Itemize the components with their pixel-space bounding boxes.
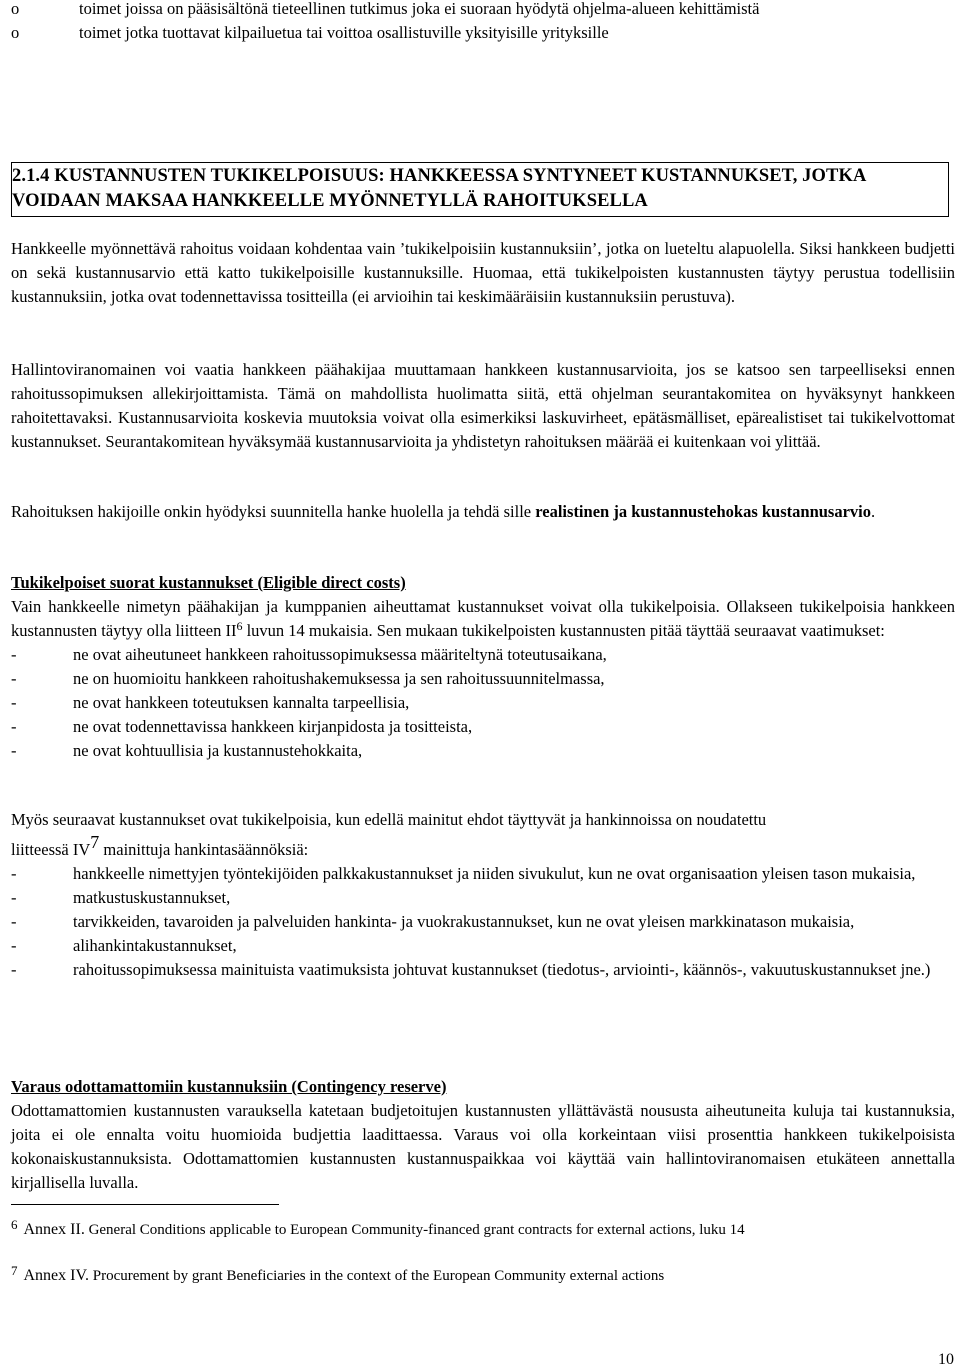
- top-bullet-list: [11, 0, 941, 45]
- list-item: - tarvikkeiden, tavaroiden ja palveluiden hankinta- ja vuokrakustannukset, kun ne ovat yleisen markkinatason mukaisia,: [11, 912, 855, 931]
- bullet-marker: o: [11, 0, 20, 18]
- paragraph-advice: Rahoituksen hakijoille onkin hyödyksi suunnitella hanke huolella ja tehdä sille realistinen ja kustannustehokas kustannusarvio.: [11, 502, 876, 521]
- also-eligible-line2: liitteessä IV7 mainittuja hankintasäännöksiä:: [11, 832, 309, 859]
- footnote-divider: [11, 1204, 279, 1205]
- paragraph-managing-authority: Hallintoviranomainen voi vaatia hankkeen päähakijaa muuttamaan hankkeen kustannusarvioita, jos se katsoo sen tarpeelliseksi ennen rahoitussopimuksen allekirjoittamista. Tämä on mahdollista huolimatta siitä, että ohjelman seurantakomitea on hyväksynyt hankkeen rahoitettavaksi. Kustannusarvioita koskevia muutoksia voivat olla esimerkiksi laskuvirheet, epätäsmälliset, epärealistiset tai tukikelvottomat kustannukset. Seurantakomitean hyväksymää kustannusarvioita ja yhdistetyn rahoituksen määrää ei kuitenkaan voi ylittää.: [11, 360, 955, 451]
- footnote-7: 7 Annex IV. Procurement by grant Beneficiaries in the context of the European Community external actions: [11, 1263, 665, 1284]
- list-item: - ne ovat todennettavissa hankkeen kirjanpidosta ja tositteista,: [11, 717, 473, 736]
- list-item: o toimet joissa on pääsisältönä tieteellinen tutkimus joka ei suoraan hyödytä ohjelma-alueen kehittämistä: [11, 0, 941, 21]
- footnote-ref-7: 7: [90, 832, 100, 852]
- bullet-marker: o: [11, 23, 20, 42]
- subheading-contingency: Varaus odottamattomiin kustannuksiin (Contingency reserve): [11, 1077, 447, 1096]
- page-number: 10: [938, 1351, 954, 1368]
- list-item: - rahoitussopimuksessa mainituista vaatimuksista johtuvat kustannukset (tiedotus-, arviointi-, käännös-, vakuutuskustannukset jne.): [11, 960, 931, 979]
- eligible-requirements-list: [11, 643, 955, 763]
- eligible-direct-costs-section: [11, 571, 955, 763]
- also-eligible-section: [11, 808, 955, 982]
- list-item: - alihankintakustannukset,: [11, 936, 237, 955]
- list-item: - hankkeelle nimettyjen työntekijöiden palkkakustannukset ja niiden sivukulut, kun ne ovat organisaation yleisen tason mukaisia,: [11, 864, 916, 883]
- eligible-intro: Vain hankkeelle nimetyn päähakijan ja kumppanien aiheuttamat kustannukset voivat olla tukikelpoisia. Ollakseen tukikelpoisia hankkeen kustannusten täytyy olla liitteen $II^6$ luvun 14 mukaisia. Sen mukaan tukikelpoisten kustannusten pitää täyttää seuraavat vaatimukset:: [11, 597, 955, 640]
- list-item: - matkustuskustannukset,: [11, 888, 231, 907]
- list-item: - ne on huomioitu hankkeen rahoitushakemuksessa ja sen rahoitussuunnitelmassa,: [11, 669, 605, 688]
- section-heading: 2.1.4 KUSTANNUSTEN TUKIKELPOISUUS: HANKKEESSA SYNTYNEET KUSTANNUKSET, JOTKA VOIDAAN MAKSAA HANKKEELLE MYÖNNETYLLÄ RAHOITUKSELLA: [11, 162, 949, 217]
- footnote-6: 6 Annex II. General Conditions applicable to European Community-financed grant contracts for external actions, luku 14: [11, 1217, 745, 1238]
- footnote-ref-6: 6: [236, 619, 243, 633]
- contingency-text: Odottamattomien kustannusten varauksella katetaan budjetoitujen kustannusten yllättävästä noususta aiheutuneita kuluja tai kustannuksia, joita ei ole ennalta voitu huomioida budjettia laadittaessa. Varaus voi olla korkeintaan viisi prosenttia hankkeen tukikelpoisista kokonaiskustannuksista. Odottamattomien kustannusten kustannuspaikkaa voi käyttää vain hallintoviranomaisen etukäteen annettalla kirjallisella luvalla.: [11, 1101, 955, 1192]
- paragraph-eligibility-intro: Hankkeelle myönnettävä rahoitus voidaan kohdentaa vain ’tukikelpoisiin kustannuksiin’, jotka on lueteltu alapuolella. Siksi hankkeen budjetti on sekä kustannusarvio että katto tukikelpoisille kustannuksille. Huomaa, että tukikelpoisten kustannusten täytyy perustua todellisiin kustannuksiin, jotka ovat todennettavissa tositteilla (ei arvioihin tai keskimääräisiin kustannuksiin perustuva).: [11, 239, 955, 306]
- emphasis-text: realistinen ja kustannustehokas kustannusarvio: [535, 502, 872, 521]
- list-item: - ne ovat kohtuullisia ja kustannustehokkaita,: [11, 741, 363, 760]
- list-item: o toimet jotka tuottavat kilpailuetua tai voittoa osallistuville yksityisille yrityksille: [11, 21, 941, 45]
- contingency-section: [11, 1075, 955, 1195]
- also-eligible-line1: Myös seuraavat kustannukset ovat tukikelpoisia, kun edellä mainitut ehdot täyttyvät ja hankinnoissa on noudatettu: [11, 810, 767, 829]
- also-eligible-list: [11, 862, 955, 982]
- list-item: - ne ovat aiheutuneet hankkeen rahoitussopimuksessa määriteltynä toteutusaikana,: [11, 645, 607, 664]
- subheading-eligible-direct-costs: Tukikelpoiset suorat kustannukset (Eligible direct costs): [11, 573, 406, 592]
- list-item: - ne ovat hankkeen toteutuksen kannalta tarpeellisia,: [11, 693, 410, 712]
